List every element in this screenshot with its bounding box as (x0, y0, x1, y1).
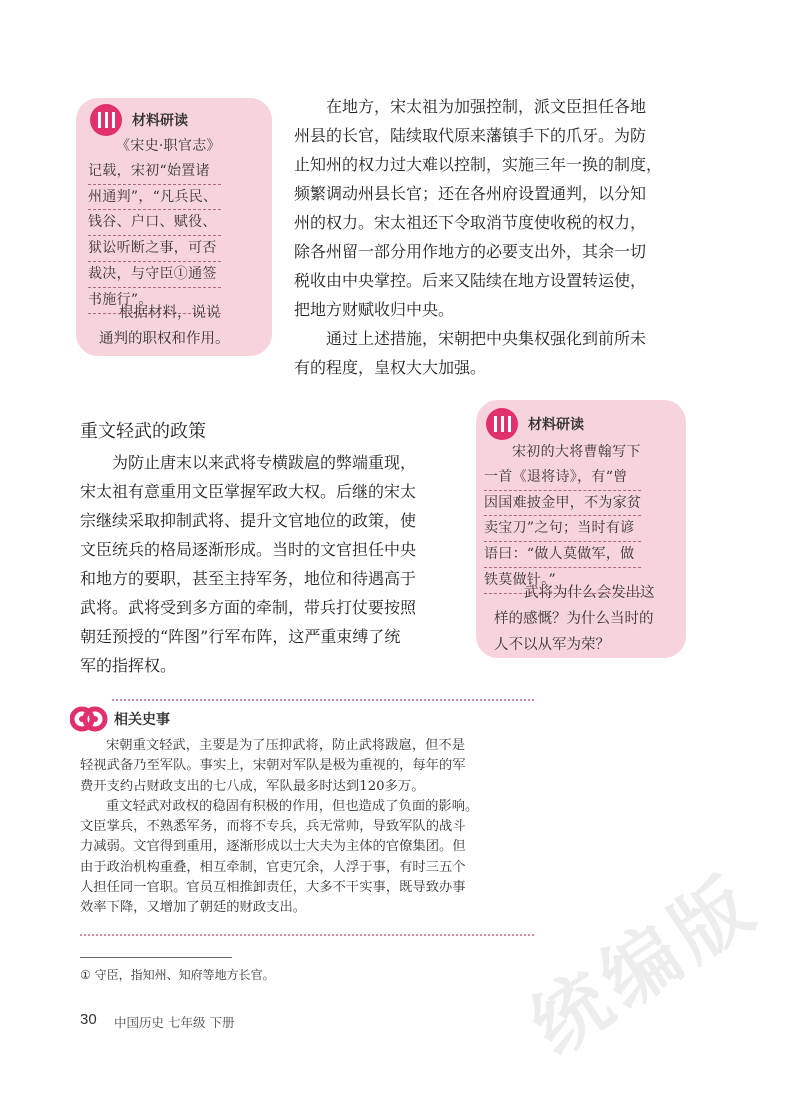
text-line: 在地方，宋太祖为加强控制，派文臣担任各地 (326, 97, 647, 116)
quote-line: 一首《退将诗》，有“曾 (484, 465, 641, 491)
question-line: 通判的职权和作用。 (99, 331, 230, 347)
footnote: ① 守臣，指知州、知府等地方长官。 (80, 968, 275, 982)
material-reading-header-2 (486, 408, 584, 440)
section-body (80, 448, 416, 680)
quote-line: 因国难披金甲，不为家贫 (484, 491, 641, 517)
text-line: 轻视武备乃至军队。事实上，宋朝对军队是极为重视的，每年的军 (80, 758, 466, 774)
quote-line: 记载，宋初“始置诸 (88, 159, 221, 185)
material-quote-2 (484, 440, 641, 594)
text-line: 止知州的权力过大难以控制，实施三年一换的制度， (294, 155, 663, 174)
text-line: 税收由中央掌控。后来又陆续在地方设置转运使， (294, 271, 647, 290)
text-line: 州县的长官，陆续取代原来藩镇手下的爪牙。为防 (294, 126, 647, 145)
text-line: 宗继续采取抑制武将、提升文官地位的政策，使 (80, 511, 417, 530)
question-line: 样的感慨？为什么当时的 (494, 611, 654, 627)
material-quote-1 (88, 134, 221, 314)
text-line: 文臣掌兵，不熟悉军务，而将不专兵，兵无常帅，导致军队的战斗 (80, 819, 466, 835)
related-history-header (70, 702, 170, 736)
material-reading-icon (90, 104, 122, 136)
quote-line: 铁莫做针。” (484, 568, 641, 594)
quote-line: 州通判”，“凡兵民、 (88, 185, 221, 211)
related-history-body (80, 736, 478, 919)
text-line: 武将。武将受到多方面的牵制，带兵打仗要按照 (80, 598, 417, 617)
text-line: 除各州留一部分用作地方的必要支出外，其余一切 (294, 242, 647, 261)
quote-line: 钱谷、户口、赋役、 (88, 210, 221, 236)
text-line: 效率下降，又增加了朝廷的财政支出。 (80, 900, 307, 916)
text-line: 朝廷预授的“阵图”行军布阵，这严重束缚了统 (80, 627, 401, 646)
watermark: 统编版 (515, 857, 774, 1072)
material-reading-header-1 (90, 104, 188, 136)
text-line: 重文轻武对政权的稳固有积极的作用，但也造成了负面的影响。 (106, 798, 479, 814)
question-line: 根据材料，说说 (119, 305, 221, 321)
text-line: 有的程度，皇权大大加强。 (294, 358, 487, 377)
text-line: 人担任同一官职。官员互相推卸责任，大多不干实事，既导致办事 (80, 880, 466, 896)
material-question-1 (99, 300, 230, 352)
material-reading-title: 材料研读 (528, 417, 584, 433)
text-line: 宋太祖有意重用文臣掌握军政大权。后继的宋太 (80, 482, 417, 501)
book-title: 中国历史 七年级 下册 (114, 1015, 235, 1030)
related-history-title: 相关史事 (114, 712, 170, 728)
text-line: 军的指挥权。 (80, 656, 177, 675)
page-number: 30 (80, 1011, 97, 1028)
material-reading-title: 材料研读 (132, 113, 188, 129)
material-reading-icon (486, 408, 518, 440)
quote-line: 狱讼听断之事，可否 (88, 236, 221, 262)
quote-line: 书施行”。 (88, 288, 221, 314)
quote-line: 宋初的大将曹翰写下 (512, 444, 641, 460)
intro-paragraph-2 (294, 324, 646, 382)
text-line: 频繁调动州县长官；还在各州府设置通判，以分知 (294, 184, 647, 203)
material-question-2 (494, 580, 655, 658)
text-line: 通过上述措施，宋朝把中央集权强化到前所未 (326, 329, 647, 348)
question-line: 武将为什么会发出这 (524, 585, 655, 601)
text-line: 和地方的要职，甚至主持军务，地位和待遇高于 (80, 569, 417, 588)
text-line: 把地方财赋收归中央。 (294, 300, 455, 319)
text-line: 宋朝重文轻武，主要是为了压抑武将，防止武将跋扈，但不是 (106, 738, 466, 753)
quote-line: 《宋史·职官志》 (116, 138, 221, 154)
footnote-rule (80, 957, 232, 958)
text-line: 州的权力。宋太祖还下令取消节度使收税的权力， (294, 213, 647, 232)
question-line: 人不以从军为荣？ (494, 637, 610, 653)
section-title: 重文轻武的政策 (80, 421, 206, 442)
quote-line: 语曰：“做人莫做军，做 (484, 542, 641, 568)
text-line: 力减弱。文官得到重用，逐渐形成以士大夫为主体的官僚集团。但 (80, 839, 466, 855)
text-line: 文臣统兵的格局逐渐形成。当时的文官担任中央 (80, 540, 417, 559)
related-history-icon (70, 702, 108, 736)
related-divider-bottom (80, 934, 534, 936)
quote-line: 卖宝刀”之句；当时有谚 (484, 516, 641, 542)
related-divider-top (112, 699, 534, 701)
text-line: 由于政治机构重叠，相互牵制，官吏冗余，人浮于事，有时三五个 (80, 859, 466, 875)
intro-paragraph-1 (294, 92, 662, 324)
quote-line: 裁决，与守臣①通签 (88, 262, 221, 288)
text-line: 为防止唐末以来武将专横跋扈的弊端重现， (112, 453, 417, 472)
text-line: 费开支约占财政支出的七八成，军队最多时达到120多万。 (80, 778, 425, 794)
